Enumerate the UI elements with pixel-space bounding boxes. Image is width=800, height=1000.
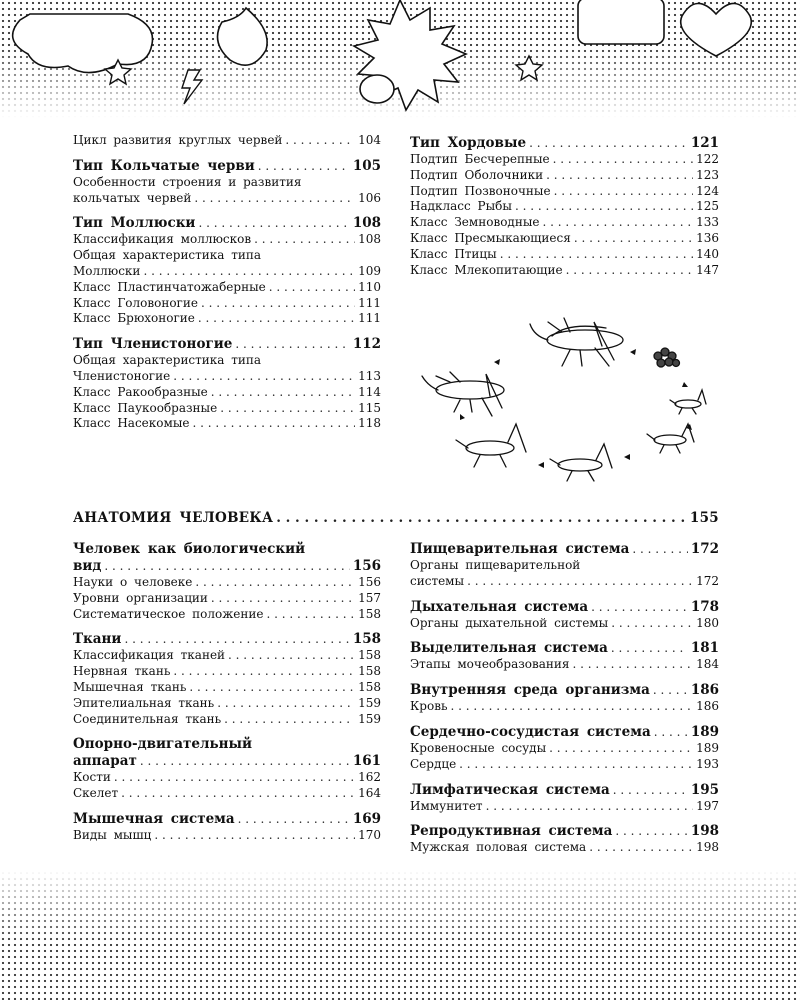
page-number: 158: [352, 631, 381, 648]
dot-leader: [211, 591, 355, 607]
dot-leader: [192, 416, 355, 432]
toc-heading[interactable]: Пищеварительная система . . . 172: [410, 541, 719, 558]
toc-heading[interactable]: Сердечно-сосудистая система . . . 189: [410, 724, 719, 741]
toc-section: [410, 135, 719, 278]
dot-leader: [450, 699, 693, 715]
toc-entry[interactable]: Кровь . . . 186: [410, 699, 719, 715]
page-number: 170: [358, 827, 381, 842]
page-number: 164: [358, 786, 381, 801]
dot-leader: [553, 152, 693, 168]
page-number: 184: [696, 657, 719, 672]
toc-entry-line: Органы пищеварительной: [410, 558, 581, 572]
page-number: 147: [696, 262, 719, 277]
page-number: 104: [358, 133, 381, 147]
toc-heading[interactable]: Внутренняя среда организма . . . 186: [410, 682, 719, 699]
dot-leader: [542, 215, 693, 231]
dot-leader: [613, 782, 688, 799]
toc-entry[interactable]: Органы дыхательной системы . . . 180: [410, 616, 719, 632]
grasshopper-lifecycle-icon: [420, 300, 730, 490]
dot-leader: [194, 191, 355, 207]
page-number: 140: [696, 246, 719, 261]
dot-leader: [198, 311, 355, 327]
toc-anatomy-left: [73, 541, 381, 853]
toc-entry[interactable]: Класс Насекомые . . . 118: [73, 416, 381, 432]
dot-leader: [258, 158, 350, 175]
page-number: 157: [358, 590, 381, 605]
dot-leader: [566, 263, 694, 279]
toc-entry[interactable]: Нервная ткань . . . 158: [73, 664, 381, 680]
comic-decoration-icon: [0, 0, 800, 120]
toc-entry-line: Общая характеристика типа: [73, 248, 262, 263]
toc-entry[interactable]: Классификация моллюсков . . . 108: [73, 232, 381, 248]
dot-leader: [173, 664, 355, 680]
page-number: 123: [696, 167, 719, 182]
toc-entry[interactable]: Класс Пресмыкающиеся . . . 136: [410, 231, 719, 247]
toc-heading[interactable]: Ткани . . . 158: [73, 631, 381, 648]
dot-leader: [114, 770, 355, 786]
dot-leader: [121, 786, 355, 802]
toc-entry[interactable]: Класс Пластинчатожаберные . . . 110: [73, 280, 381, 296]
page-number: 158: [358, 664, 381, 679]
toc-entry[interactable]: Класс Земноводные . . . 133: [410, 215, 719, 231]
toc-entry[interactable]: Класс Паукообразные . . . 115: [73, 401, 381, 417]
page-number: 125: [696, 199, 719, 214]
page-number: 161: [352, 753, 381, 770]
page-number: 186: [690, 682, 719, 699]
dot-leader: [198, 215, 349, 232]
toc-entry[interactable]: Класс Брюхоногие . . . 111: [73, 311, 381, 327]
page-number: 189: [696, 740, 719, 755]
toc-heading[interactable]: Тип Хордовые . . . 121: [410, 135, 719, 152]
dot-leader: [104, 558, 349, 575]
page-number: 156: [358, 575, 381, 589]
dot-leader: [254, 232, 355, 248]
toc-heading-line: Человек как биологический: [73, 541, 306, 557]
page-number: 195: [690, 781, 719, 798]
toc-entry[interactable]: Надкласс Рыбы . . . 125: [410, 199, 719, 215]
toc-entry[interactable]: системы . . . 172: [410, 574, 719, 590]
page-number: 112: [352, 336, 381, 353]
dot-leader: [653, 682, 688, 699]
toc-heading[interactable]: Тип Кольчатые черви . . . 105: [73, 158, 381, 175]
page-number: 159: [358, 711, 381, 726]
dot-leader: [217, 696, 355, 712]
toc-section: [410, 682, 719, 715]
dot-leader: [515, 199, 693, 215]
toc-heading[interactable]: Тип Моллюски . . . 108: [73, 215, 381, 232]
toc-heading[interactable]: Тип Членистоногие . . . 112: [73, 336, 381, 353]
toc-entry[interactable]: Сердце . . . 193: [410, 757, 719, 773]
toc-entry[interactable]: Класс Головоногие . . . 111: [73, 296, 381, 312]
page-number: 122: [696, 152, 719, 166]
toc-entry[interactable]: Кровеносные сосуды . . . 189: [410, 741, 719, 757]
page-number: 158: [358, 606, 381, 621]
page-number: 114: [358, 384, 381, 399]
toc-heading[interactable]: вид . . . 156: [73, 558, 381, 575]
page-number: 193: [696, 756, 719, 771]
dot-leader: [195, 575, 355, 591]
toc-section: [410, 782, 719, 815]
dot-leader: [173, 369, 355, 385]
dot-leader: [189, 680, 355, 696]
toc-entry[interactable]: Кости . . . 162: [73, 770, 381, 786]
dot-leader: [589, 840, 693, 856]
dot-leader: [611, 616, 693, 632]
page-number: 109: [358, 263, 381, 278]
toc-entry[interactable]: Членистоногие . . . 113: [73, 369, 381, 385]
page-number: 124: [696, 183, 719, 198]
dot-leader: [611, 640, 688, 657]
page-number: 169: [352, 810, 381, 827]
toc-part-entry[interactable]: АНАТОМИЯ ЧЕЛОВЕКА . . . 155: [73, 511, 719, 527]
toc-entry[interactable]: Класс Ракообразные . . . 114: [73, 385, 381, 401]
dot-leader: [201, 296, 355, 312]
toc-entry[interactable]: Уровни организации . . . 157: [73, 591, 381, 607]
page-number: 156: [352, 558, 381, 574]
dot-leader: [591, 599, 688, 616]
page-number: 162: [358, 770, 381, 785]
page-number: 111: [358, 295, 381, 310]
page-number: 108: [358, 232, 381, 247]
toc-section: [410, 599, 719, 632]
part-heading: [73, 511, 719, 527]
page-number: 189: [690, 723, 719, 740]
dot-leader: [276, 511, 687, 527]
dot-leader: [500, 247, 693, 263]
page-number: 155: [689, 510, 719, 526]
toc-entry[interactable]: Моллюски . . . 109: [73, 264, 381, 280]
toc-entry[interactable]: Систематическое положение . . . 158: [73, 607, 381, 623]
toc-entry[interactable]: Эпителиальная ткань . . . 159: [73, 696, 381, 712]
toc-entry[interactable]: Мужская половая система . . . 198: [410, 840, 719, 856]
toc-entry[interactable]: Подтип Бесчерепные . . . 122: [410, 152, 719, 168]
page-number: 198: [696, 840, 719, 855]
page-number: 186: [696, 699, 719, 714]
page-number: 198: [690, 823, 719, 840]
page-number: 105: [352, 157, 381, 174]
page-number: 121: [690, 135, 719, 151]
dot-leader: [224, 712, 355, 728]
toc-entry[interactable]: Иммунитет . . . 197: [410, 799, 719, 815]
page-number: 178: [690, 598, 719, 615]
dot-leader: [632, 541, 687, 558]
page-number: 136: [696, 230, 719, 245]
toc-entry[interactable]: Скелет . . . 164: [73, 786, 381, 802]
toc-entry[interactable]: Класс Млекопитающие . . . 147: [410, 263, 719, 279]
dot-leader: [269, 280, 355, 296]
dot-leader: [546, 168, 693, 184]
toc-section: [73, 631, 381, 727]
dot-leader: [459, 757, 693, 773]
page-number: 159: [358, 695, 381, 710]
dot-leader: [220, 401, 355, 417]
dot-leader: [211, 385, 355, 401]
dot-leader: [285, 133, 355, 149]
dot-leader: [140, 753, 350, 770]
toc-entry[interactable]: Соединительная ткань . . . 159: [73, 712, 381, 728]
page-number: 133: [696, 215, 719, 230]
page-number: 115: [358, 400, 381, 415]
toc-zoology-left: [73, 133, 381, 441]
toc-entry[interactable]: Классификация тканей . . . 158: [73, 648, 381, 664]
page-number: 111: [358, 311, 381, 326]
page-number: 106: [358, 190, 381, 205]
dot-leader: [572, 657, 693, 673]
page-number: 172: [690, 541, 719, 557]
dot-leader: [143, 264, 355, 280]
page-number: 108: [352, 215, 381, 232]
page-number: 158: [358, 648, 381, 663]
dot-leader: [154, 828, 355, 844]
toc-entry[interactable]: Науки о человеке . . . 156: [73, 575, 381, 591]
dot-leader: [554, 184, 694, 200]
toc-anatomy-right: [410, 541, 719, 865]
toc-section: [410, 541, 719, 590]
page-number: 118: [358, 416, 381, 431]
dot-leader: [124, 631, 349, 648]
toc-section: [73, 736, 381, 802]
toc-heading[interactable]: Мышечная система . . . 169: [73, 811, 381, 828]
toc-entry-line: Особенности строения и развития: [73, 174, 302, 189]
toc-section: [410, 724, 719, 773]
toc-section: [73, 336, 381, 432]
toc-heading[interactable]: Дыхательная система . . . 178: [410, 599, 719, 616]
dot-leader: [549, 741, 693, 757]
dot-leader: [235, 336, 349, 353]
toc-section: [410, 640, 719, 673]
dot-leader: [574, 231, 693, 247]
toc-heading-line: Опорно-двигательный: [73, 736, 253, 753]
dot-leader: [654, 724, 688, 741]
dot-leader: [266, 607, 355, 623]
toc-zoology-right: [410, 135, 719, 287]
page-number: 110: [358, 279, 381, 294]
page-number: 197: [696, 798, 719, 813]
toc-entry[interactable]: Цикл развития круглых червей . . . 104: [73, 133, 381, 149]
dot-leader: [238, 811, 350, 828]
toc-entry[interactable]: Класс Птицы . . . 140: [410, 247, 719, 263]
toc-heading[interactable]: аппарат . . . 161: [73, 753, 381, 770]
page-number: 180: [696, 615, 719, 630]
toc-section: [73, 158, 381, 207]
halftone-bottom-band: [0, 870, 800, 1000]
toc-entry[interactable]: Мышечная ткань . . . 158: [73, 680, 381, 696]
toc-entry[interactable]: Подтип Позвоночные . . . 124: [410, 184, 719, 200]
toc-section: [73, 541, 381, 622]
toc-section: [73, 133, 381, 149]
toc-heading[interactable]: Репродуктивная система . . . 198: [410, 823, 719, 840]
toc-section: [73, 215, 381, 327]
toc-entry[interactable]: Этапы мочеобразования . . . 184: [410, 657, 719, 673]
dot-leader: [615, 823, 687, 840]
toc-section: [73, 811, 381, 844]
page-number: 158: [358, 679, 381, 694]
toc-section: [410, 823, 719, 856]
toc-entry[interactable]: Подтип Оболочники . . . 123: [410, 168, 719, 184]
toc-entry[interactable]: кольчатых червей . . . 106: [73, 191, 381, 207]
dot-leader: [529, 135, 688, 152]
dot-leader: [467, 574, 693, 590]
page-number: 181: [690, 640, 719, 657]
page-number: 172: [696, 573, 719, 588]
dot-leader: [228, 648, 355, 664]
toc-heading[interactable]: Лимфатическая система . . . 195: [410, 782, 719, 799]
toc-heading[interactable]: Выделительная система . . . 181: [410, 640, 719, 657]
toc-entry-line: Общая характеристика типа: [73, 353, 262, 368]
toc-entry[interactable]: Виды мышц . . . 170: [73, 828, 381, 844]
page-number: 113: [358, 368, 381, 383]
dot-leader: [486, 799, 694, 815]
